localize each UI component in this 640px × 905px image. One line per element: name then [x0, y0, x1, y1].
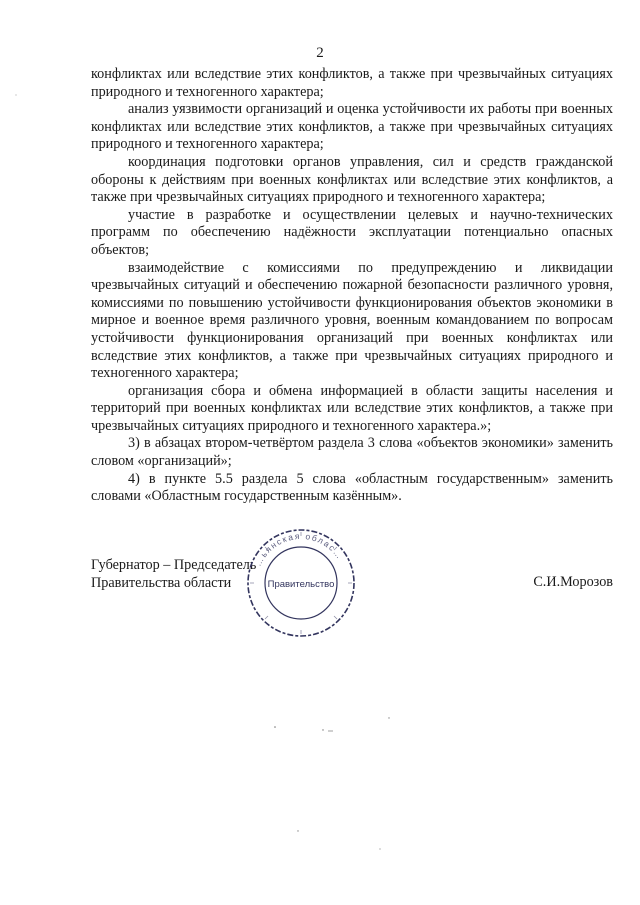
scan-speck [388, 717, 389, 718]
scan-speck [322, 729, 323, 730]
paragraph-8: 4) в пункте 5.5 раздела 5 слова «областным государственным» заменить словами «Областным государственным казённым». [91, 470, 613, 505]
paragraph-7: 3) в абзацах втором-четвёртом раздела 3 слова «объектов экономики» заменить словом «организаций»; [91, 435, 613, 470]
signatory-title-line-2: Правительства области [91, 575, 232, 591]
seal-center-text: Правительство [267, 579, 335, 590]
paragraph-2: анализ уязвимости организаций и оценка устойчивости их работы при военных конфликтах или вследствие этих конфликтов, а также при чрезвычайных ситуациях природного и техногенного характера; [91, 101, 613, 153]
official-seal-stamp [245, 527, 357, 639]
paragraph-3: координация подготовки органов управления, сил и средств гражданской обороны к действиям при военных конфликтах или вследствие этих конфликтов, а также при чрезвычайных ситуациях природного и техногенного характера; [91, 153, 613, 206]
seal-ring-lettering [253, 531, 346, 568]
document-body [91, 66, 613, 506]
page-number: 2 [316, 45, 324, 61]
seal-ring-text: …ьянская облас… [252, 530, 346, 568]
paragraph-5: взаимодействие с комиссиями по предупреждению и ликвидации чрезвычайных ситуаций и обеспечению пожарной безопасности различного уровня, комиссиями по повышению устойчивости функционирования объектов экономики в мирное и военное время различного уровня, военным командованием по вопросам устойчивости функционирования организаций при военных конфликтах или вследствие этих конфликтов, а также при чрезвычайных ситуациях природного и техногенного характера; [91, 259, 613, 382]
paragraph-4: участие в разработке и осуществлении целевых и научно-технических программ по обеспечению надёжности эксплуатации потенциально опасных объектов; [91, 206, 613, 258]
signatory-title-line-1: Губернатор – Председатель [91, 557, 257, 573]
scan-speck [379, 848, 380, 849]
scan-speck [274, 726, 276, 728]
scan-speck [15, 94, 16, 95]
paragraph-1: конфликтах или вследствие этих конфликтов, а также при чрезвычайных ситуациях природного и техногенного характера; [91, 66, 613, 100]
signatory-title [91, 556, 256, 592]
paragraph-6: организация сбора и обмена информацией в области защиты населения и территорий при военных конфликтах или вследствие этих конфликтов, а также при чрезвычайных ситуациях природного и техногенного характера.»; [91, 382, 613, 434]
signatory-name: С.И.Морозов [533, 574, 613, 590]
scan-speck [297, 830, 298, 831]
